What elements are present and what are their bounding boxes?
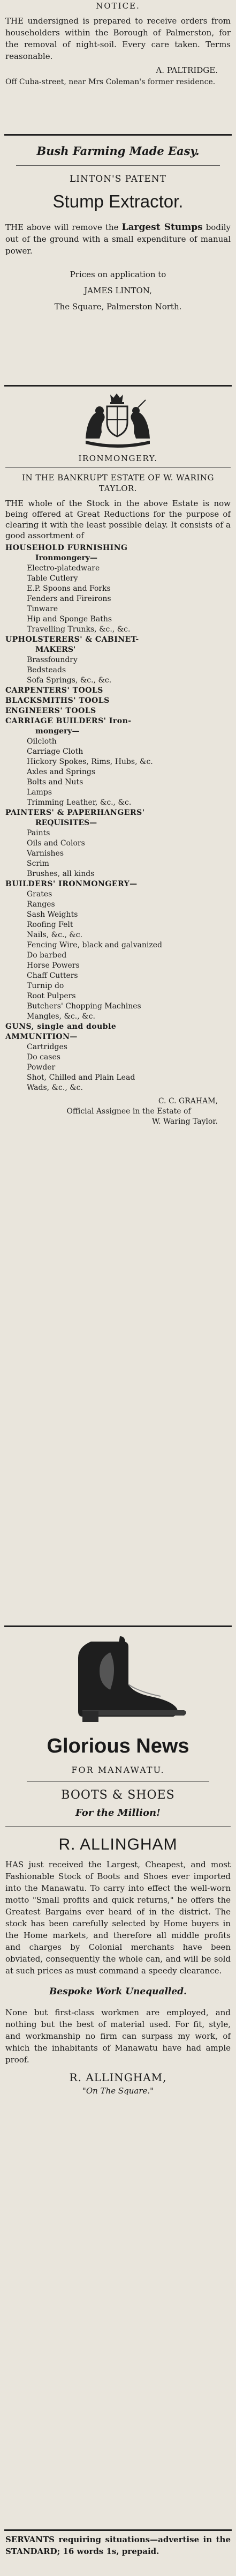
boots-sig-loc: "On The Square." [82,2086,154,2096]
inventory-item: Do cases [27,1053,60,1061]
inventory-category-heading: CARRIAGE BUILDERS' Iron- [5,717,132,725]
ironmongery-thin-rule [5,467,231,468]
inventory-item: Varnishes [27,849,64,858]
inventory-item: Carriage Cloth [27,747,83,756]
inventory-item: Brassfoundry [27,656,78,664]
inventory-item: Electro-platedware [27,564,100,573]
inventory-item: Sash Weights [27,910,78,919]
inventory-item: Fenders and Fireirons [27,595,111,603]
ironmongery-subheading: IN THE BANKRUPT ESTATE OF W. WARING TAYLOR. [22,473,214,493]
stump-body-rest: bodily out of the ground with a small expenditure of manual power. [5,222,231,256]
inventory-item: Turnip do [27,982,64,990]
inventory-category-heading: mongery— [35,727,80,736]
boots-body2: None but first-class workmen are employed, and nothing but the best of material used. For fit, style, and workmanship no firm can surpass my work, of which the inhabitants of Manawatu have had ample proof. [5,2008,231,2065]
inventory-item: Horse Powers [27,961,80,970]
boot-illustration-icon [5,1631,231,1727]
divider-rule [4,385,232,387]
inventory-item: Roofing Felt [27,920,73,929]
inventory-item: Root Pulpers [27,992,76,1000]
inventory-item: Brushes, all kinds [27,870,95,878]
boots-for-line: FOR MANAWATU. [71,1765,165,1775]
stump-ad [5,144,231,313]
inventory-category-heading: HOUSEHOLD FURNISHING [5,544,128,552]
notice-ad [5,0,231,88]
boots-headline: Glorious News [47,1735,189,1757]
divider-rule [4,1625,232,1627]
inventory-item: Fencing Wire, black and galvanized [27,941,162,949]
inventory-category-heading: PAINTERS' & PAPERHANGERS' [5,808,145,817]
stump-prices: Prices on application to [70,270,166,279]
boots-thin-rule [27,1781,209,1782]
inventory-item: Bolts and Nuts [27,778,83,786]
inventory-category-heading: UPHOLSTERERS' & CABINET- [5,635,139,644]
inventory-item: Sofa Springs, &c., &c. [27,676,112,685]
notice-signature: A. PALTRIDGE. [156,65,218,75]
inventory-item: Powder [27,1063,56,1072]
stump-body-emph: Largest Stumps [121,222,203,233]
ironmongery-sig-line2: Official Assignee in the Estate of [66,1107,191,1116]
ironmongery-sig-line3: W. Waring Taylor. [152,1117,218,1126]
stump-thin-rule [16,165,220,166]
inventory-item: Oilcloth [27,737,57,746]
inventory-item: E.P. Spoons and Forks [27,584,111,593]
ironmongery-item-list [5,543,231,1093]
inventory-item: Table Cutlery [27,574,78,583]
inventory-category-heading: Ironmongery— [35,554,97,562]
ironmongery-ad [5,390,231,1127]
stump-body-lead: THE above will remove the [5,222,119,232]
notice-heading: NOTICE. [96,1,140,11]
inventory-item: Tinware [27,605,58,613]
boots-ad [5,1631,231,2096]
boots-title: BOOTS & SHOES [61,1788,175,1802]
inventory-category-heading: BLACKSMITHS' TOOLS [5,696,110,705]
inventory-category-heading: BUILDERS' IRONMONGERY— [5,880,138,888]
inventory-item: Butchers' Chopping Machines [27,1002,141,1011]
notice-body: THE undersigned is prepared to receive orders from householders within the Borough of Palmerston, for the removal of night-soil. Every care taken. Terms reasonable. [5,16,231,61]
inventory-item: Lamps [27,788,52,797]
inventory-item: Wads, &c., &c. [27,1083,83,1092]
inventory-item: Ranges [27,900,55,909]
inventory-category-heading: CARPENTERS' TOOLS [5,686,103,695]
inventory-category-heading: ENGINEERS' TOOLS [5,707,96,715]
inventory-item: Paints [27,829,50,837]
inventory-category-heading: REQUISITES— [35,819,97,827]
inventory-item: Trimming Leather, &c., &c. [27,798,132,807]
inventory-category-heading: AMMUNITION— [5,1033,78,1041]
divider-rule [4,2529,232,2531]
inventory-item: Scrim [27,859,49,868]
stump-subhead: LINTON'S PATENT [70,174,166,184]
inventory-item: Cartridges [27,1043,67,1051]
inventory-item: Chaff Cutters [27,971,78,980]
boots-tagline: For the Million! [75,1807,161,1818]
royal-coat-of-arms-emblem [5,390,231,449]
inventory-category-heading: MAKERS' [35,645,76,654]
ironmongery-heading: IRONMONGERY. [78,454,158,463]
inventory-item: Do barbed [27,951,67,960]
boots-bespoke: Bespoke Work Unequalled. [49,1986,187,1997]
boots-body: HAS just received the Largest, Cheapest, and most Fashionable Stock of Boots and Shoes ever imported into the Manawatu. To carry into effect the well-worn motto "Small profits and quick returns," he offers the Greatest Bargains ever heard of in the district. The stock has been carefully selected by Home buyers in the Home markets, and therefore all middle profits and charges by Colonial merchants have been obviated, consequently the whole can, and will be sold at such prices as must command a speedy clearance. [5,1860,231,1976]
inventory-item: Axles and Springs [27,768,96,776]
inventory-item: Mangles, &c., &c. [27,1012,95,1021]
inventory-item: Hip and Sponge Baths [27,615,112,623]
inventory-item: Shot, Chilled and Plain Lead [27,1073,135,1082]
inventory-item: Travelling Trunks, &c., &c. [27,625,131,634]
notice-address: Off Cuba-street, near Mrs Coleman's former residence. [5,78,216,86]
stump-body [5,221,231,257]
stump-name: JAMES LINTON, [84,286,152,295]
servants-ad [5,2534,231,2557]
inventory-item: Nails, &c., &c. [27,931,83,939]
ironmongery-intro: THE whole of the Stock in the above Estate is now being offered at Great Reductions for the purpose of clearing it with the least possible delay. It consists of a good assortment of [5,499,231,540]
stump-address: The Square, Palmerston North. [54,302,182,311]
inventory-item: Hickory Spokes, Rims, Hubs, &c. [27,758,153,766]
divider-rule [4,134,232,136]
inventory-item: Bedsteads [27,666,66,674]
stump-headline: Bush Farming Made Easy. [36,144,200,158]
boots-name: R. ALLINGHAM [58,1836,178,1853]
inventory-item: Oils and Colors [27,839,85,848]
ironmongery-signature: C. C. GRAHAM, [158,1097,218,1105]
boots-thin-rule-2 [5,1826,231,1827]
boots-sig-name: R. ALLINGHAM, [69,2071,167,2084]
inventory-category-heading: GUNS, single and double [5,1022,117,1031]
servants-text: SERVANTS requiring situations—advertise in the STANDARD; 16 words 1s, prepaid. [5,2535,231,2556]
inventory-item: Grates [27,890,52,899]
stump-title: Stump Extractor. [52,191,184,211]
